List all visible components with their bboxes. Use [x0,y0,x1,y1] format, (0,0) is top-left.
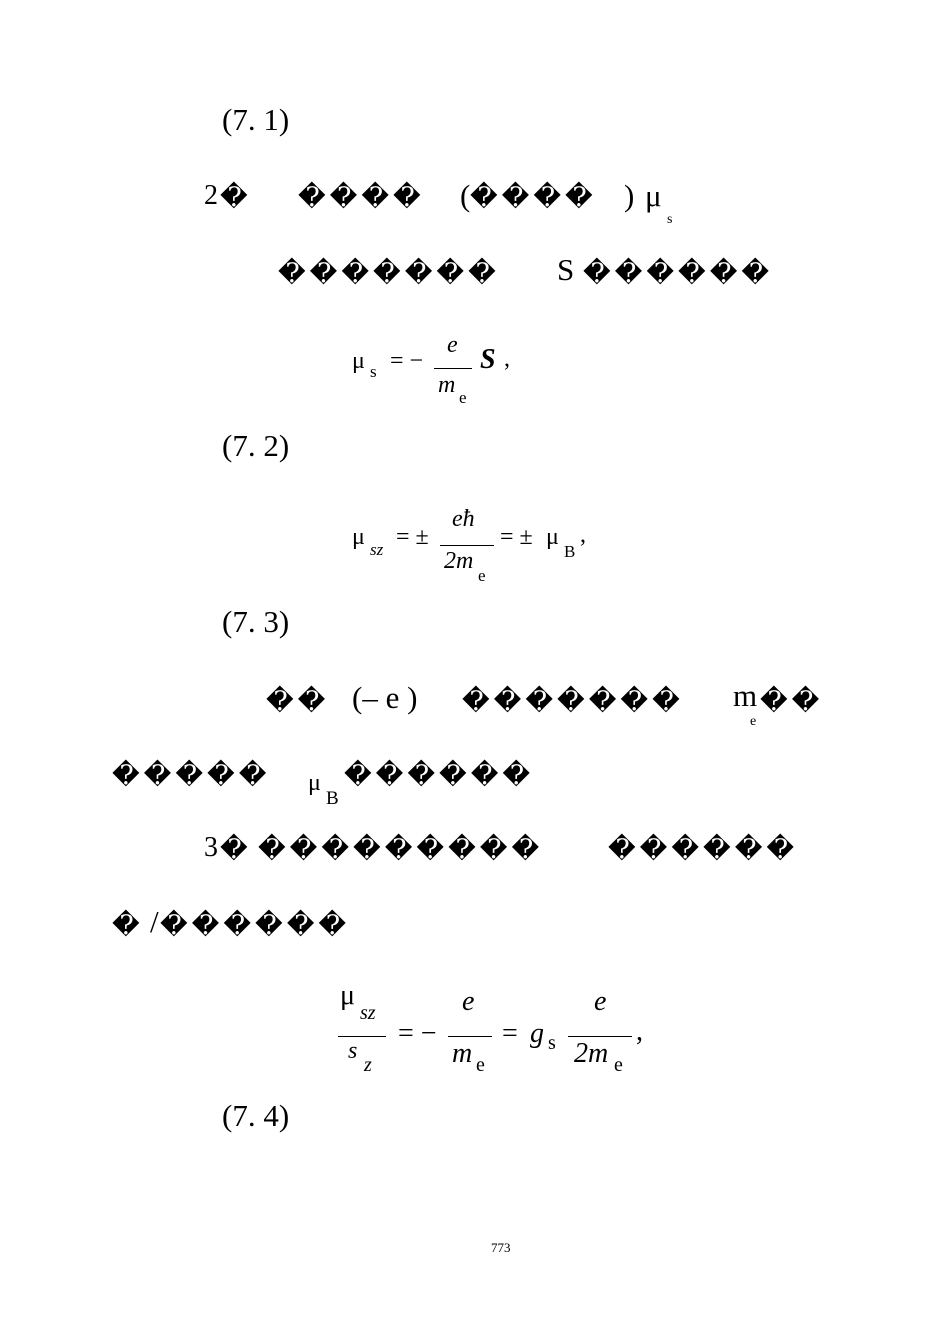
eqC-f2-den-sub: e [476,1054,485,1076]
eqC-f3-den: 2m [574,1038,609,1069]
text-boxes-line3a: �� [266,686,330,716]
item-number-3: 3 [204,832,218,863]
eqA-equals-minus: = − [390,348,424,374]
text-boxes-line5b: ��������� [258,834,544,864]
slash: / [150,904,159,939]
eqC-f2-num: e [462,986,475,1017]
eqC-den-s: s [348,1038,358,1064]
electron-mass-m: m [733,678,758,713]
eqB-equals-pm: = ± [396,524,429,550]
eqC-num-mu-sub: sz [360,1002,376,1024]
text-boxes-line2a: ������� [278,258,500,288]
eqA-S-vector: S [480,344,496,375]
eqB-equals-pm-2: = ± [500,524,533,550]
eqB-numerator: eħ [452,506,475,532]
text-boxes-line3c: �� [760,686,824,716]
mu-subscript: s [667,212,673,227]
text-boxes-line3b: ������� [462,686,684,716]
eqB-denominator-sub: e [478,566,486,585]
charge-neg-e: (– e ) [352,680,418,715]
eqB-denominator: 2m [444,548,474,574]
text-box-3: ���� [470,182,597,212]
eqA-numerator: e [447,332,458,358]
eqC-fraction-bar-3 [568,1036,632,1037]
eqC-g-factor: g [530,1018,544,1049]
text-box-2: ���� [298,182,425,212]
eqA-fraction-bar [434,368,472,369]
eqC-fraction-bar-1 [338,1036,386,1037]
paren-open: ( [460,178,471,213]
eqC-den-sub: z [364,1054,372,1076]
equation-label-7-1: (7. 1) [222,102,290,137]
text-boxes-line4a: ����� [112,760,271,790]
eqC-equals: = [502,1018,518,1049]
eqA-denominator-sub: e [459,388,467,407]
eqB-mu: μ [352,524,365,550]
item-number-2: 2 [204,180,218,211]
eqB-mu-sub: sz [370,540,384,559]
spin-S: S [557,252,575,287]
eqC-g-sub: s [548,1032,556,1054]
text-boxes-line2b: ������ [583,258,774,288]
eqA-mu-sub: s [370,362,377,381]
eqB-mu-bohr: μ [546,524,559,550]
eqB-comma: , [580,522,586,548]
eqC-num-mu: μ [340,980,356,1011]
eqB-mu-bohr-sub: B [564,542,576,561]
bohr-magneton-sub: B [326,788,339,809]
mu-symbol: μ [645,178,662,213]
eqA-mu: μ [352,348,365,374]
text-box-1: � [220,182,252,212]
text-boxes-line4b: ������ [344,760,535,790]
eqB-fraction-bar [440,545,494,546]
eqC-f2-den: m [452,1038,473,1069]
eqA-comma: , [504,346,510,372]
bohr-magneton-mu: μ [308,770,321,796]
electron-mass-sub: e [750,714,757,729]
eqC-comma: , [636,1016,643,1047]
text-boxes-line5c: ������ [608,834,799,864]
equation-label-7-2: (7. 2) [222,428,290,463]
eqC-f3-num: e [594,986,607,1017]
page-number: 773 [491,1240,511,1255]
text-box-line5a: � [220,834,252,864]
text-boxes-line6b: ������ [160,910,351,940]
paren-close: ) [624,178,635,213]
eqC-equals-minus: = − [398,1018,437,1049]
eqA-denominator: m [438,372,456,398]
eqC-f3-den-sub: e [614,1054,623,1076]
equation-label-7-3: (7. 3) [222,604,290,639]
equation-label-7-4: (7. 4) [222,1098,290,1133]
text-box-line6a: � [112,910,144,940]
eqC-fraction-bar-2 [448,1036,492,1037]
